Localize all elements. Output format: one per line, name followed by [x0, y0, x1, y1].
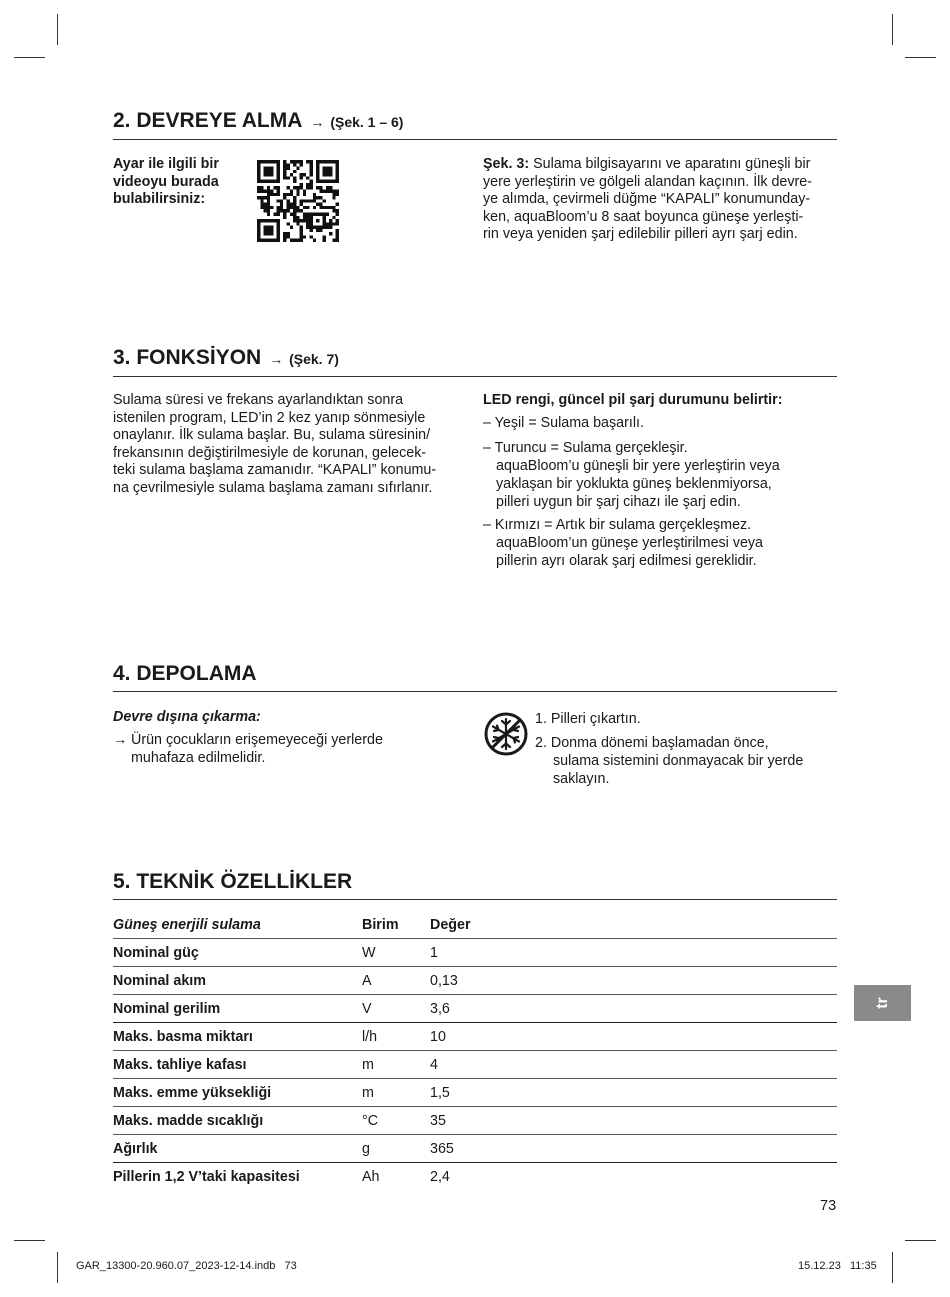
- footer-file: GAR_13300-20.960.07_2023-12-14.indb 73: [76, 1260, 297, 1272]
- storage-step-2: 2. Donma dönemi başlamadan önce,: [535, 735, 769, 751]
- crop-mark: [14, 1240, 45, 1241]
- crop-mark: [14, 57, 45, 58]
- section-2-heading: [113, 109, 837, 140]
- spec-header: Birim: [362, 911, 430, 939]
- spec-header-row: [113, 911, 837, 939]
- led-item-orange-detail: pilleri uygun bir şarj cihazı ile şarj edin.: [496, 494, 741, 510]
- storage-item: Ürün çocukların erişemeyeceği yerlerde: [131, 732, 383, 748]
- video-note: Ayar ile ilgili bir videoyu burada bulabilirsiniz:: [113, 156, 219, 208]
- no-frost-icon: [483, 711, 529, 757]
- section-3-paragraph: Sulama süresi ve frekans ayarlandıktan sonra istenilen program, LED’in 2 kez yanıp sönmesiyle onaylanır. İlk sulama başlar. Bu, sulama süresinin/ frekansının değiştirilmesiyle de korunan, gelecek- teki sulama başlama zamanıdır. “KAPALI” konumu- na çevrilmesiyle sulama başlama zamanı sıfırlanır.: [113, 392, 437, 496]
- section-4-title: 4. DEPOLAMA: [113, 662, 257, 685]
- section-2-title: 2. DEVREYE ALMA: [113, 109, 303, 132]
- led-item-orange-detail: aquaBloom’u güneşli bir yere yerleştirin veya: [496, 458, 780, 474]
- crop-mark: [892, 14, 893, 45]
- led-heading: LED rengi, güncel pil şarj durumunu belirtir:: [483, 392, 783, 408]
- storage-subheading: Devre dışına çıkarma:: [113, 709, 261, 725]
- section-2-paragraph: Şek. 3: Sulama bilgisayarını ve aparatını güneşli bir yere yerleştirin ve gölgeli alandan kaçının. İlk devre- ye alımda, çevirmeli düğme “KAPALI” konumunday- ken, aquaBloom’u 8 saat boyunca güneşe yerleşti- rin veya yeniden şarj edilebilir pilleri ayrı şarj edin.: [483, 156, 812, 243]
- table-row: Ağırlık g 365: [113, 1135, 837, 1163]
- led-item-orange: – Turuncu = Sulama gerçekleşir.: [483, 440, 688, 456]
- table-row: Nominal gerilim V 3,6: [113, 995, 837, 1023]
- led-item-red-detail: aquaBloom’un güneşe yerleştirilmesi veya: [496, 535, 764, 551]
- table-row: Maks. tahliye kafası m 4: [113, 1051, 837, 1079]
- crop-mark: [892, 1252, 893, 1283]
- led-item-green: – Yeşil = Sulama başarılı.: [483, 415, 644, 431]
- table-row: Nominal akım A 0,13: [113, 967, 837, 995]
- section-3-ref: → (Şek. 7): [269, 351, 339, 367]
- storage-item: muhafaza edilmelidir.: [131, 750, 266, 766]
- section-4-heading: [113, 662, 837, 692]
- section-5-title: 5. TEKNİK ÖZELLİKLER: [113, 870, 353, 893]
- spec-table: [113, 911, 837, 1190]
- section-3-heading: [113, 346, 837, 377]
- led-item-red: – Kırmızı = Artık bir sulama gerçekleşmez.: [483, 517, 752, 533]
- table-row: Nominal güç W 1: [113, 939, 837, 967]
- footer-datetime: 15.12.23 11:35: [798, 1260, 877, 1272]
- qr-code-icon[interactable]: [257, 160, 339, 242]
- crop-mark: [57, 1252, 58, 1283]
- storage-step-1: 1. Pilleri çıkartın.: [535, 711, 641, 727]
- spec-header: Değer: [430, 911, 837, 939]
- storage-step-2-detail: sulama sistemini donmayacak bir yerde: [553, 753, 804, 769]
- crop-mark: [57, 14, 58, 45]
- table-row: Maks. madde sıcaklığı °C 35: [113, 1107, 837, 1135]
- led-item-red-detail: pillerin ayrı olarak şarj edilmesi gereklidir.: [496, 553, 757, 569]
- page-number: 73: [820, 1198, 837, 1214]
- section-2-ref: → (Şek. 1 – 6): [310, 114, 404, 130]
- table-row: Pillerin 1,2 V’taki kapasitesi Ah 2,4: [113, 1168, 450, 1185]
- crop-mark: [905, 1240, 936, 1241]
- table-row: Maks. basma miktarı l/h 10: [113, 1023, 837, 1051]
- storage-step-2-detail: saklayın.: [553, 771, 610, 787]
- section-3-title: 3. FONKSİYON: [113, 346, 262, 369]
- crop-mark: [905, 57, 936, 58]
- storage-arrow: →: [113, 732, 128, 748]
- language-tab[interactable]: tr: [854, 985, 911, 1021]
- spec-header: Güneş enerjili sulama: [113, 911, 362, 939]
- section-5-heading: [113, 870, 837, 900]
- table-row: Maks. emme yüksekliği m 1,5: [113, 1079, 837, 1107]
- led-item-orange-detail: yaklaşan bir yoklukta güneş beklenmiyorsa,: [496, 476, 772, 492]
